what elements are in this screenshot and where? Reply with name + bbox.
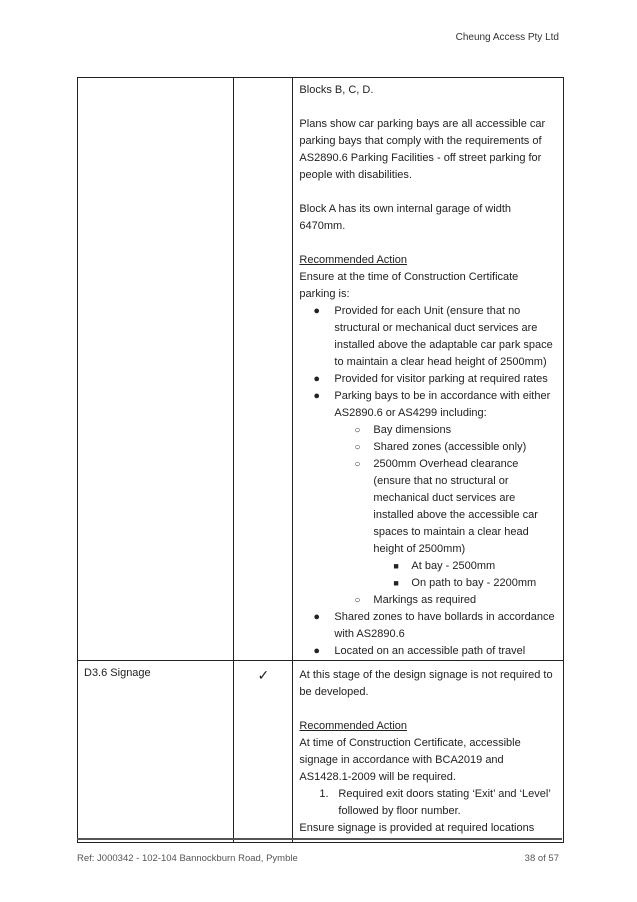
bullet-icon: ● [313, 305, 321, 317]
square-bullet-icon: ■ [393, 578, 399, 588]
list-item: ● Parking bays to be in accordance with either AS2890.6 or AS4299 including: ○ Bay dimensions ○ Shared zones (accessible only) ○ 2500mm Overhead clearance (ensure that no structural or mechanical duct services are installed above the accessible car spaces to maintain a clear head height of 2500mm) ■ At bay - 2500mm ■ On path to bay - 2200mm ○ Markings as required [299, 388, 557, 609]
ensure-text: Ensure at the time of Construction Certificate parking is: [299, 271, 519, 300]
cc-text: At time of Construction Certificate, accessible signage in accordance with BCA2019 and AS1428.1-2009 will be required. [299, 737, 521, 783]
list-item: ○ Bay dimensions [334, 422, 557, 439]
company-header: Cheung Access Pty Ltd [455, 32, 559, 43]
list-item: ● Located on an accessible path of travel [299, 643, 557, 660]
ensure-signage-text: Ensure signage is provided at required locations [299, 822, 535, 834]
block-a-text: Block A has its own internal garage of width 6470mm. [299, 203, 511, 232]
signage-label: D3.6 Signage [84, 667, 151, 679]
footer-reference: Ref: J000342 - 102-104 Bannockburn Road, Pymble [77, 853, 298, 864]
square-bullet-icon: ■ [393, 561, 399, 571]
sub-sub-bullet-list [373, 558, 557, 592]
table-row [78, 78, 564, 661]
numbered-list [299, 786, 557, 820]
bullet-icon: ● [313, 373, 321, 385]
recommended-action-heading: Recommended Action [299, 254, 408, 266]
list-item: ■ At bay - 2500mm [373, 558, 557, 575]
bullet-icon: ● [313, 645, 321, 657]
stage-text: At this stage of the design signage is not required to be developed. [299, 669, 553, 698]
page-number: 38 of 57 [524, 853, 559, 864]
list-item: ● Provided for visitor parking at required rates [299, 371, 557, 388]
compliance-cell [234, 661, 293, 843]
footer-divider [77, 838, 562, 840]
compliance-cell [234, 78, 293, 661]
comments-cell [293, 78, 564, 661]
table-row [78, 661, 564, 843]
blocks-text: Blocks B, C, D. [299, 84, 374, 96]
bullet-icon: ● [313, 390, 321, 402]
list-item: ○ 2500mm Overhead clearance (ensure that no structural or mechanical duct services are installed above the accessible car spaces to maintain a clear head height of 2500mm) ■ At bay - 2500mm ■ On path to bay - 2200mm [334, 456, 557, 592]
circle-bullet-icon: ○ [354, 459, 361, 470]
list-item: ● Shared zones to have bollards in accordance with AS2890.6 [313, 611, 555, 640]
bullet-icon: ● [313, 611, 321, 623]
checkmark-icon: ✓ [257, 667, 270, 683]
list-item: 1. Required exit doors stating ‘Exit’ and ‘Level’ followed by floor number. [319, 788, 551, 817]
requirement-cell [78, 661, 234, 843]
plans-text: Plans show car parking bays are all accessible car parking bays that comply with the requirements of AS2890.6 Parking Facilities - off street parking for people with disabilities. [299, 118, 546, 181]
compliance-table [77, 77, 564, 843]
list-item: ● Provided for each Unit (ensure that no structural or mechanical duct services are installed above the adaptable car park space to maintain a clear head height of 2500mm) [313, 305, 553, 368]
sub-bullet-list [334, 422, 557, 609]
recommended-action-heading: Recommended Action [299, 720, 408, 732]
circle-bullet-icon: ○ [354, 442, 361, 453]
list-number: 1. [319, 788, 329, 800]
circle-bullet-icon: ○ [354, 595, 361, 606]
circle-bullet-icon: ○ [354, 425, 361, 436]
list-item: ○ Markings as required [334, 592, 557, 609]
comments-cell [293, 661, 564, 843]
list-item: ■ On path to bay - 2200mm [373, 575, 557, 592]
requirement-cell [78, 78, 234, 661]
list-item: ○ Shared zones (accessible only) [334, 439, 557, 456]
parking-bullet-list [299, 303, 557, 660]
